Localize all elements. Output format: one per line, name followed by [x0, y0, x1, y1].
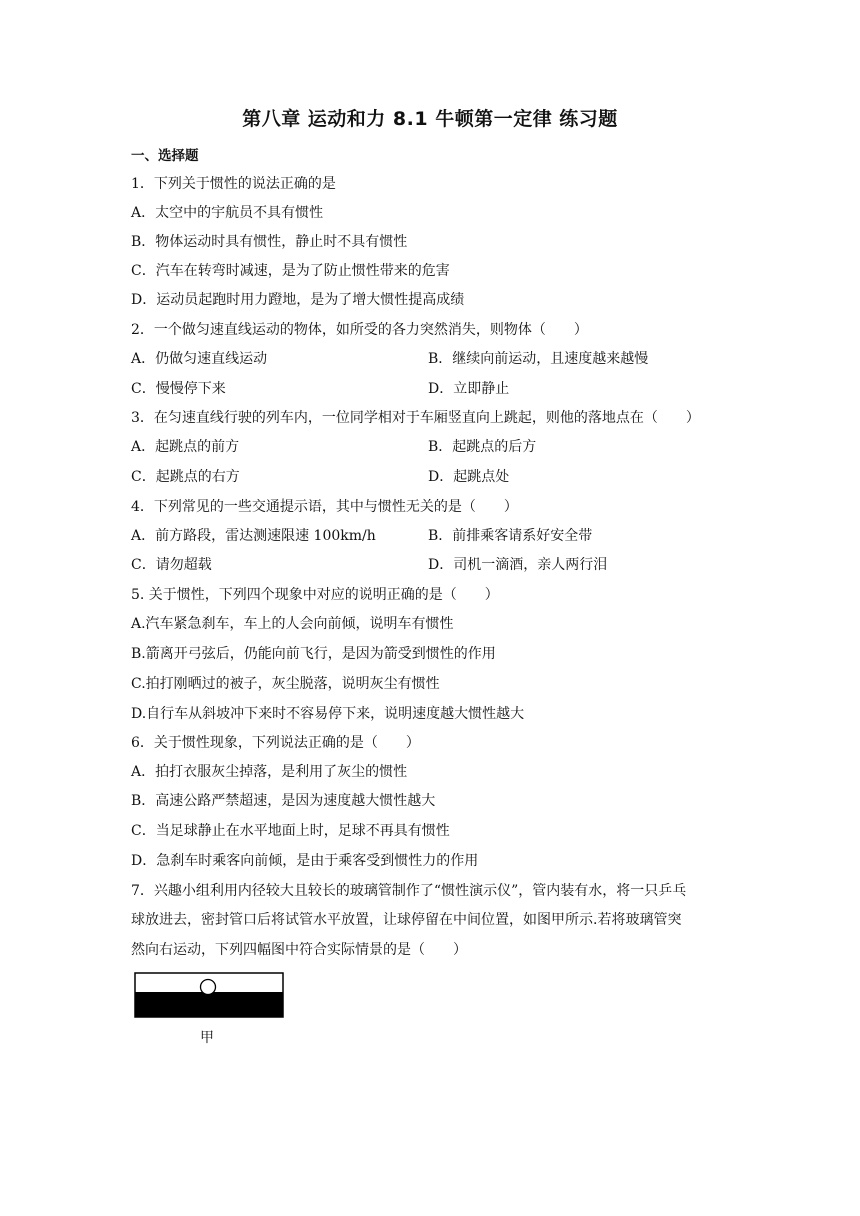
question-6-option-d: D．急刹车时乘客向前倾，是由于乘客受到惯性力的作用	[131, 853, 479, 869]
question-4-option-c: C．请勿超载	[131, 557, 212, 573]
question-2-stem: 2．一个做匀速直线运动的物体，如所受的各力突然消失，则物体（ ）	[131, 322, 588, 338]
question-6-option-b: B．高速公路严禁超速，是因为速度越大惯性越大	[131, 793, 436, 809]
question-7-stem-line-3: 然向右运动，下列四幅图中符合实际情景的是（ ）	[131, 942, 467, 958]
question-1-stem: 1．下列关于惯性的说法正确的是	[131, 176, 336, 192]
question-3-option-a: A．起跳点的前方	[131, 439, 240, 455]
question-7-stem-line-2: 球放进去，密封管口后将试管水平放置，让球停留在中间位置，如图甲所示.若将玻璃管突	[131, 912, 682, 928]
question-2-option-d: D．立即静止	[428, 381, 510, 397]
question-4-option-d: D．司机一滴酒，亲人两行泪	[428, 557, 608, 573]
question-2-option-c: C．慢慢停下来	[131, 381, 226, 397]
question-6-option-a: A．拍打衣服灰尘掉落，是利用了灰尘的惯性	[131, 764, 408, 780]
question-3-option-c: C．起跳点的右方	[131, 469, 240, 485]
question-6-stem: 6．关于惯性现象，下列说法正确的是（ ）	[131, 735, 420, 751]
question-7-stem-line-1: 7．兴趣小组利用内径较大且较长的玻璃管制作了“惯性演示仪”，管内装有水，将一只乒乓	[131, 883, 687, 899]
section-heading: 一、选择题	[131, 148, 199, 164]
question-3-option-b: B．起跳点的后方	[428, 439, 537, 455]
question-5-option-d: D.自行车从斜坡冲下来时不容易停下来，说明速度越大惯性越大	[131, 706, 525, 722]
question-5-stem: 5. 关于惯性，下列四个现象中对应的说明正确的是（ ）	[131, 587, 499, 603]
question-2-option-b: B．继续向前运动，且速度越来越慢	[428, 351, 649, 367]
glass-tube-figure	[134, 972, 284, 1018]
question-1-option-d: D．运动员起跑时用力蹬地，是为了增大惯性提高成绩	[131, 292, 465, 308]
question-6-option-c: C．当足球静止在水平地面上时，足球不再具有惯性	[131, 823, 450, 839]
figure-label: 甲	[200, 1030, 214, 1046]
page-title: 第八章 运动和力 8.1 牛顿第一定律 练习题	[242, 108, 618, 130]
ping-pong-ball	[201, 980, 216, 995]
question-2-option-a: A．仍做匀速直线运动	[131, 351, 268, 367]
question-4-option-b: B．前排乘客请系好安全带	[428, 528, 593, 544]
question-4-stem: 4．下列常见的一些交通提示语，其中与惯性无关的是（ ）	[131, 499, 518, 515]
question-5-option-c: C.拍打刚晒过的被子，灰尘脱落，说明灰尘有惯性	[131, 676, 440, 692]
water-fill	[135, 992, 283, 1017]
question-1-option-b: B．物体运动时具有惯性，静止时不具有惯性	[131, 234, 408, 250]
question-5-option-b: B.箭离开弓弦后，仍能向前飞行，是因为箭受到惯性的作用	[131, 646, 496, 662]
question-3-stem: 3．在匀速直线行驶的列车内，一位同学相对于车厢竖直向上跳起，则他的落地点在（ ）	[131, 410, 700, 426]
question-3-option-d: D．起跳点处	[428, 469, 510, 485]
question-1-option-a: A．太空中的宇航员不具有惯性	[131, 205, 324, 221]
question-5-option-a: A.汽车紧急刹车，车上的人会向前倾，说明车有惯性	[131, 616, 454, 632]
question-1-option-c: C．汽车在转弯时减速，是为了防止惯性带来的危害	[131, 263, 450, 279]
question-4-option-a: A．前方路段，雷达测速限速 100km/h	[131, 528, 376, 544]
